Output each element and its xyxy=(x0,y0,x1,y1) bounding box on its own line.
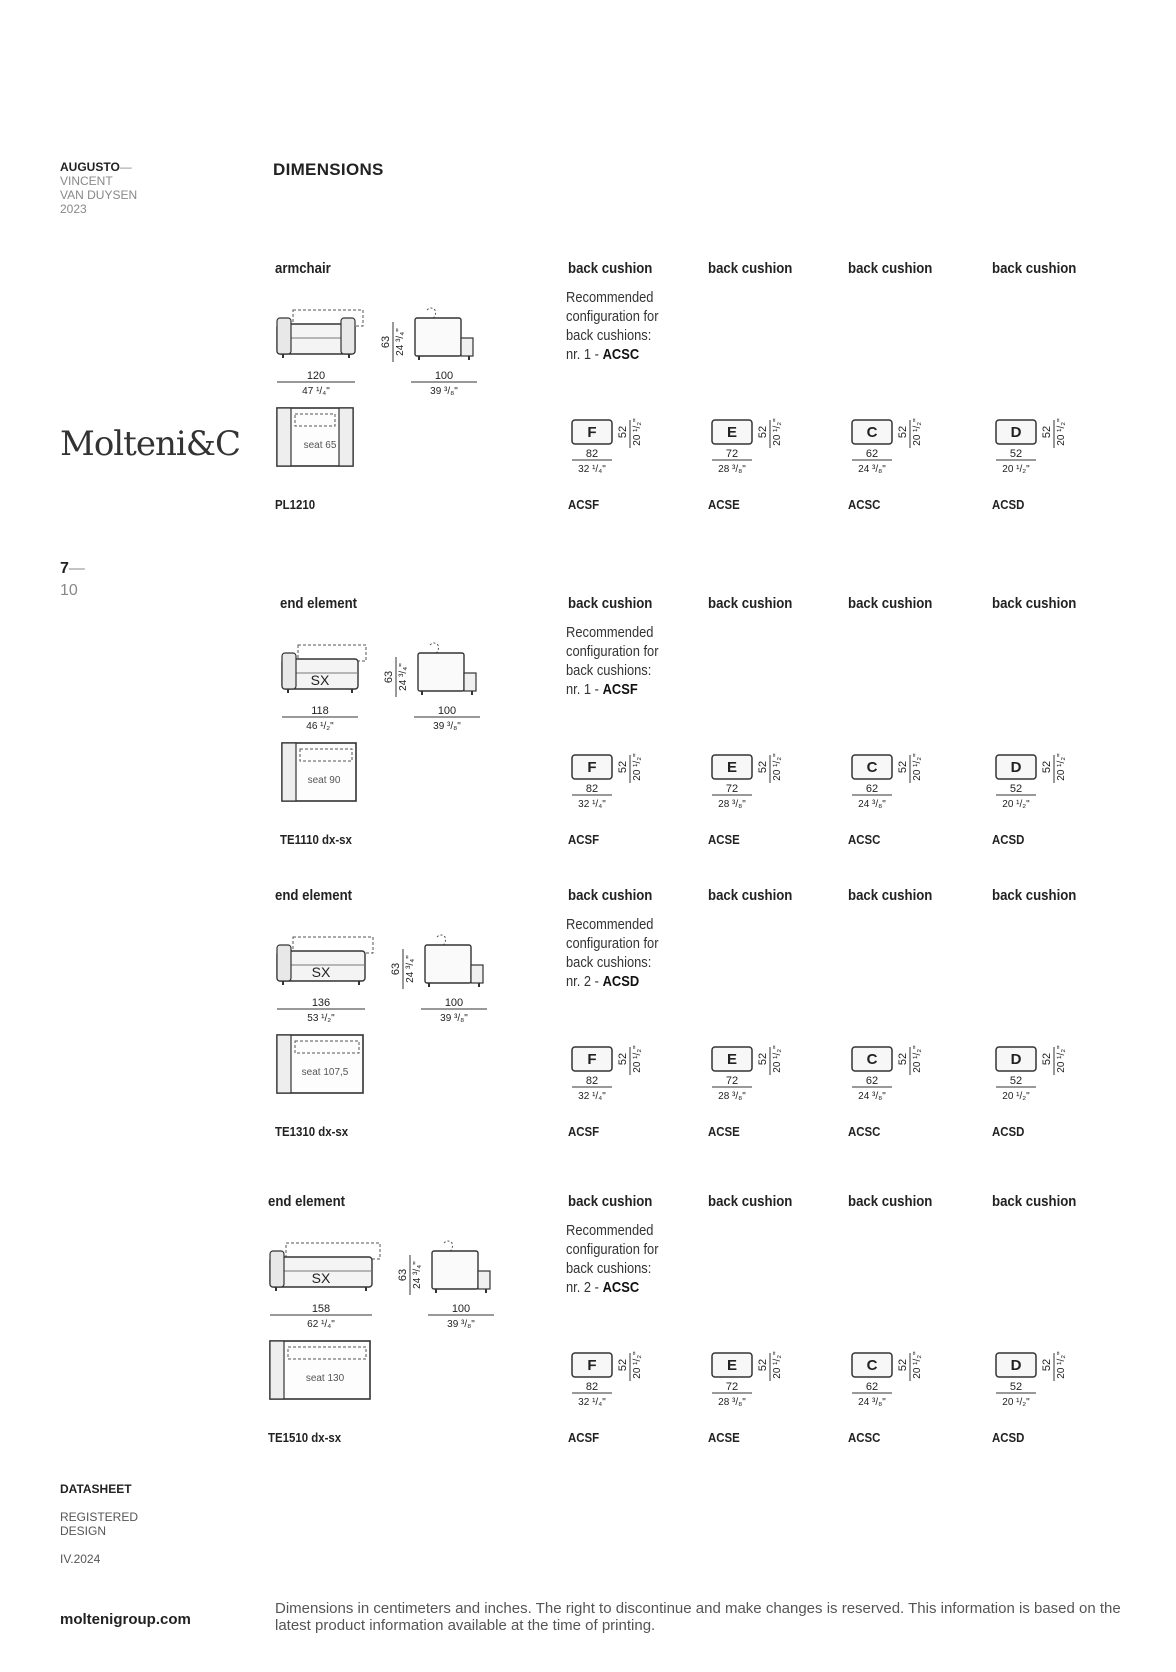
recommended-code: ACSC xyxy=(602,1279,640,1296)
molteni-logo: Molteni&C xyxy=(60,424,240,464)
cushion-width-cm: 52 xyxy=(1009,1075,1023,1087)
product-section xyxy=(0,1193,1176,1451)
page-number xyxy=(60,558,85,602)
datasheet-info xyxy=(60,1482,138,1566)
cushion-height-in: 20 ¹/₂" xyxy=(1056,1045,1067,1073)
cushion-height-cm: 52 xyxy=(757,425,769,439)
depth-in: 39 ³/₈" xyxy=(430,386,458,397)
cushion-height-in: 20 ¹/₂" xyxy=(632,1045,643,1073)
cushion-letter: D xyxy=(1010,1357,1022,1374)
cushion-height-in: 20 ¹/₂" xyxy=(772,1045,783,1073)
cushion-height-cm: 52 xyxy=(897,1052,909,1066)
cushion-height-in: 20 ¹/₂" xyxy=(912,1045,923,1073)
cushion-height-in: 20 ¹/₂" xyxy=(1056,418,1067,446)
cushion-width-in: 20 ¹/₂" xyxy=(1002,464,1030,475)
cushion-letter: E xyxy=(726,1051,738,1068)
cushion-width-in: 20 ¹/₂" xyxy=(1002,1091,1030,1102)
cushion-letter: C xyxy=(866,759,878,776)
cushion-width-cm: 82 xyxy=(585,448,599,460)
cushion-height-cm: 52 xyxy=(1041,1358,1053,1372)
width-cm: 158 xyxy=(311,1303,331,1315)
product-code: TE1310 dx-sx xyxy=(275,1124,349,1139)
cushion-width-cm: 82 xyxy=(585,783,599,795)
cushion-diagram xyxy=(570,418,650,488)
cushion-width-in: 32 ¹/₄" xyxy=(578,1091,606,1102)
collection-dash: — xyxy=(119,160,132,174)
cushion-diagram xyxy=(994,753,1074,823)
collection-name: AUGUSTO xyxy=(60,160,120,174)
recommended-config xyxy=(566,288,659,364)
cushion-width-cm: 62 xyxy=(865,448,879,460)
cushion-width-cm: 82 xyxy=(585,1075,599,1087)
recommended-code: ACSC xyxy=(602,346,640,363)
cushion-code: ACSD xyxy=(992,497,1025,512)
recommended-nr: nr. 2 - xyxy=(566,1279,603,1296)
cushion-height-cm: 52 xyxy=(617,1358,629,1372)
cushion-width-in: 24 ³/₈" xyxy=(858,1397,886,1408)
side-marker: SX xyxy=(310,672,330,688)
depth-in: 39 ³/₈" xyxy=(447,1319,475,1330)
cushion-width-in: 28 ³/₈" xyxy=(718,799,746,810)
recommended-line: configuration for xyxy=(566,643,659,660)
cushion-letter: E xyxy=(726,759,738,776)
recommended-nr: nr. 1 - xyxy=(566,681,603,698)
cushion-height-in: 20 ¹/₂" xyxy=(632,418,643,446)
product-drawing xyxy=(266,1231,526,1451)
recommended-code: ACSF xyxy=(602,681,638,698)
cushion-code: ACSE xyxy=(708,1124,740,1139)
width-cm: 120 xyxy=(306,370,326,382)
disclaimer: Dimensions in centimeters and inches. The right to discontinue and make changes is reserved. This information is based on the latest product information available at the time of printing. xyxy=(275,1600,1121,1634)
height-cm: 63 xyxy=(390,962,402,976)
recommended-line: back cushions: xyxy=(566,1260,652,1277)
recommended-value xyxy=(566,345,659,364)
cushion-height-in: 20 ¹/₂" xyxy=(772,418,783,446)
cushion-height-cm: 52 xyxy=(1041,1052,1053,1066)
recommended-line: configuration for xyxy=(566,935,659,952)
side-marker: SX xyxy=(311,964,331,980)
product-drawing xyxy=(278,633,538,853)
seat-depth: seat 130 xyxy=(305,1373,345,1384)
plan-view xyxy=(282,743,356,801)
cushion-diagram xyxy=(850,1045,930,1115)
cushion-height-in: 20 ¹/₂" xyxy=(1056,1351,1067,1379)
recommended-line: back cushions: xyxy=(566,327,652,344)
cushion-width-cm: 52 xyxy=(1009,448,1023,460)
registered-line1: REGISTERED xyxy=(60,1510,139,1524)
cushion-diagram xyxy=(710,1351,790,1421)
cushion-header: back cushion xyxy=(848,260,933,277)
cushion-height-cm: 52 xyxy=(757,1358,769,1372)
height-in: 24 ³/₄" xyxy=(412,1261,423,1289)
cushion-code: ACSF xyxy=(568,1430,600,1445)
cushion-height-in: 20 ¹/₂" xyxy=(912,1351,923,1379)
cushion-letter: D xyxy=(1010,424,1022,441)
cushion-letter: F xyxy=(587,424,597,441)
cushion-code: ACSC xyxy=(848,1430,881,1445)
cushion-height-in: 20 ¹/₂" xyxy=(772,1351,783,1379)
cushion-height-cm: 52 xyxy=(757,1052,769,1066)
plan-view xyxy=(270,1341,370,1399)
side-view xyxy=(432,1241,490,1293)
cushion-code: ACSC xyxy=(848,497,881,512)
cushion-header: back cushion xyxy=(568,1193,653,1210)
cushion-letter: E xyxy=(726,1357,738,1374)
cushion-code: ACSE xyxy=(708,1430,740,1445)
cushion-header: back cushion xyxy=(992,595,1077,612)
cushion-width-cm: 52 xyxy=(1009,783,1023,795)
website-link[interactable]: moltenigroup.com xyxy=(60,1611,191,1628)
front-view xyxy=(270,1243,380,1291)
cushion-letter: C xyxy=(866,424,878,441)
cushion-width-cm: 72 xyxy=(725,783,739,795)
seat-depth: seat 107,5 xyxy=(301,1067,349,1078)
front-view xyxy=(277,937,373,985)
designer-line1: VINCENT xyxy=(60,174,113,188)
side-marker: SX xyxy=(311,1270,331,1286)
recommended-line: configuration for xyxy=(566,1241,659,1258)
cushion-width-cm: 72 xyxy=(725,1381,739,1393)
cushion-header: back cushion xyxy=(848,887,933,904)
cushion-code: ACSF xyxy=(568,497,600,512)
cushion-height-cm: 52 xyxy=(1041,425,1053,439)
cushion-width-in: 24 ³/₈" xyxy=(858,464,886,475)
cushion-letter: D xyxy=(1010,759,1022,776)
cushion-width-cm: 72 xyxy=(725,448,739,460)
product-name: end element xyxy=(280,595,358,612)
cushion-header: back cushion xyxy=(568,595,653,612)
cushion-letter: F xyxy=(587,759,597,776)
cushion-code: ACSE xyxy=(708,497,740,512)
cushion-diagram xyxy=(850,753,930,823)
cushion-header: back cushion xyxy=(708,260,793,277)
cushion-code: ACSC xyxy=(848,1124,881,1139)
cushion-code: ACSF xyxy=(568,832,600,847)
cushion-diagram xyxy=(710,1045,790,1115)
side-view xyxy=(425,935,483,987)
doc-type: DATASHEET xyxy=(60,1482,132,1496)
cushion-header: back cushion xyxy=(848,595,933,612)
cushion-header: back cushion xyxy=(992,887,1077,904)
recommended-config xyxy=(566,623,659,699)
edition: IV.2024 xyxy=(60,1552,101,1566)
width-cm: 118 xyxy=(311,705,329,717)
cushion-letter: C xyxy=(866,1051,878,1068)
cushion-diagram xyxy=(994,1351,1074,1421)
cushion-width-in: 24 ³/₈" xyxy=(858,799,886,810)
recommended-code: ACSD xyxy=(602,973,640,990)
recommended-value xyxy=(566,972,659,991)
cushion-header: back cushion xyxy=(708,887,793,904)
width-in: 53 ¹/₂" xyxy=(307,1013,335,1024)
cushion-diagram xyxy=(570,753,650,823)
cushion-height-in: 20 ¹/₂" xyxy=(912,753,923,781)
cushion-width-in: 28 ³/₈" xyxy=(718,1091,746,1102)
depth-cm: 100 xyxy=(434,370,454,382)
cushion-width-in: 24 ³/₈" xyxy=(858,1091,886,1102)
seat-depth: seat 65 xyxy=(303,440,337,451)
cushion-diagram xyxy=(850,418,930,488)
recommended-line: Recommended xyxy=(566,289,654,306)
recommended-config xyxy=(566,915,659,991)
height-in: 24 ³/₄" xyxy=(405,955,416,983)
side-view xyxy=(418,643,476,695)
recommended-line: Recommended xyxy=(566,1222,654,1239)
product-section xyxy=(0,260,1176,518)
cushion-diagram xyxy=(570,1351,650,1421)
design-year: 2023 xyxy=(60,202,87,216)
recommended-line: back cushions: xyxy=(566,662,652,679)
product-code: TE1510 dx-sx xyxy=(268,1430,342,1445)
cushion-header: back cushion xyxy=(992,260,1077,277)
side-view xyxy=(415,308,473,360)
cushion-diagram xyxy=(850,1351,930,1421)
width-in: 46 ¹/₂" xyxy=(306,721,334,732)
cushion-width-cm: 62 xyxy=(865,1381,879,1393)
recommended-config xyxy=(566,1221,659,1297)
product-section xyxy=(0,595,1176,853)
product-code: TE1110 dx-sx xyxy=(280,832,352,847)
cushion-code: ACSE xyxy=(708,832,740,847)
product-section xyxy=(0,887,1176,1145)
recommended-line: back cushions: xyxy=(566,954,652,971)
cushion-code: ACSD xyxy=(992,832,1025,847)
seat-depth: seat 90 xyxy=(307,775,341,786)
height-in: 24 ³/₄" xyxy=(395,328,406,356)
cushion-header: back cushion xyxy=(568,260,653,277)
depth-in: 39 ³/₈" xyxy=(440,1013,468,1024)
registered-line2: DESIGN xyxy=(60,1524,107,1538)
cushion-height-cm: 52 xyxy=(617,1052,629,1066)
cushion-width-cm: 82 xyxy=(585,1381,599,1393)
cushion-letter: F xyxy=(587,1051,597,1068)
cushion-width-in: 32 ¹/₄" xyxy=(578,464,606,475)
height-cm: 63 xyxy=(383,670,395,684)
plan-view xyxy=(277,408,353,466)
page-dash: — xyxy=(68,560,85,577)
cushion-width-cm: 72 xyxy=(725,1075,739,1087)
cushion-height-cm: 52 xyxy=(1041,760,1053,774)
product-name: end element xyxy=(268,1193,346,1210)
cushion-width-in: 20 ¹/₂" xyxy=(1002,1397,1030,1408)
cushion-width-cm: 62 xyxy=(865,783,879,795)
cushion-header: back cushion xyxy=(708,595,793,612)
width-in: 62 ¹/₄" xyxy=(307,1319,335,1330)
depth-cm: 100 xyxy=(437,705,457,717)
cushion-diagram xyxy=(570,1045,650,1115)
front-view xyxy=(282,645,366,693)
cushion-header: back cushion xyxy=(992,1193,1077,1210)
product-name: armchair xyxy=(275,260,331,277)
cushion-code: ACSF xyxy=(568,1124,600,1139)
cushion-width-cm: 52 xyxy=(1009,1381,1023,1393)
product-drawing xyxy=(273,298,533,518)
cushion-width-in: 32 ¹/₄" xyxy=(578,1397,606,1408)
cushion-header: back cushion xyxy=(848,1193,933,1210)
cushion-header: back cushion xyxy=(708,1193,793,1210)
product-name: end element xyxy=(275,887,353,904)
product-code: PL1210 xyxy=(275,497,316,512)
cushion-height-in: 20 ¹/₂" xyxy=(632,1351,643,1379)
recommended-value xyxy=(566,680,659,699)
brand-block xyxy=(60,160,137,216)
cushion-width-in: 20 ¹/₂" xyxy=(1002,799,1030,810)
cushion-height-cm: 52 xyxy=(897,760,909,774)
recommended-line: Recommended xyxy=(566,624,654,641)
cushion-code: ACSC xyxy=(848,832,881,847)
recommended-nr: nr. 2 - xyxy=(566,973,603,990)
cushion-code: ACSD xyxy=(992,1124,1025,1139)
recommended-line: configuration for xyxy=(566,308,659,325)
cushion-height-cm: 52 xyxy=(617,425,629,439)
cushion-height-cm: 52 xyxy=(897,425,909,439)
depth-cm: 100 xyxy=(444,997,464,1009)
recommended-value xyxy=(566,1278,659,1297)
width-in: 47 ¹/₄" xyxy=(302,386,330,397)
cushion-height-cm: 52 xyxy=(757,760,769,774)
cushion-height-cm: 52 xyxy=(617,760,629,774)
cushion-letter: D xyxy=(1010,1051,1022,1068)
front-view xyxy=(277,310,363,358)
page-title: DIMENSIONS xyxy=(273,160,384,179)
cushion-diagram xyxy=(710,418,790,488)
cushion-diagram xyxy=(994,418,1074,488)
cushion-height-cm: 52 xyxy=(897,1358,909,1372)
cushion-height-in: 20 ¹/₂" xyxy=(772,753,783,781)
cushion-header: back cushion xyxy=(568,887,653,904)
cushion-height-in: 20 ¹/₂" xyxy=(912,418,923,446)
product-drawing xyxy=(273,925,533,1145)
height-cm: 63 xyxy=(397,1268,409,1282)
page-current: 7 xyxy=(60,560,69,577)
cushion-letter: C xyxy=(866,1357,878,1374)
cushion-diagram xyxy=(994,1045,1074,1115)
height-cm: 63 xyxy=(380,335,392,349)
cushion-code: ACSD xyxy=(992,1430,1025,1445)
cushion-height-in: 20 ¹/₂" xyxy=(632,753,643,781)
cushion-letter: E xyxy=(726,424,738,441)
cushion-width-in: 32 ¹/₄" xyxy=(578,799,606,810)
cushion-width-in: 28 ³/₈" xyxy=(718,1397,746,1408)
cushion-width-cm: 62 xyxy=(865,1075,879,1087)
depth-in: 39 ³/₈" xyxy=(433,721,461,732)
height-in: 24 ³/₄" xyxy=(398,663,409,691)
recommended-line: Recommended xyxy=(566,916,654,933)
designer-line2: VAN DUYSEN xyxy=(60,188,138,202)
depth-cm: 100 xyxy=(451,1303,471,1315)
plan-view xyxy=(277,1035,363,1093)
recommended-nr: nr. 1 - xyxy=(566,346,603,363)
page-total: 10 xyxy=(60,582,78,599)
cushion-width-in: 28 ³/₈" xyxy=(718,464,746,475)
width-cm: 136 xyxy=(311,997,331,1009)
cushion-height-in: 20 ¹/₂" xyxy=(1056,753,1067,781)
cushion-letter: F xyxy=(587,1357,597,1374)
cushion-diagram xyxy=(710,753,790,823)
